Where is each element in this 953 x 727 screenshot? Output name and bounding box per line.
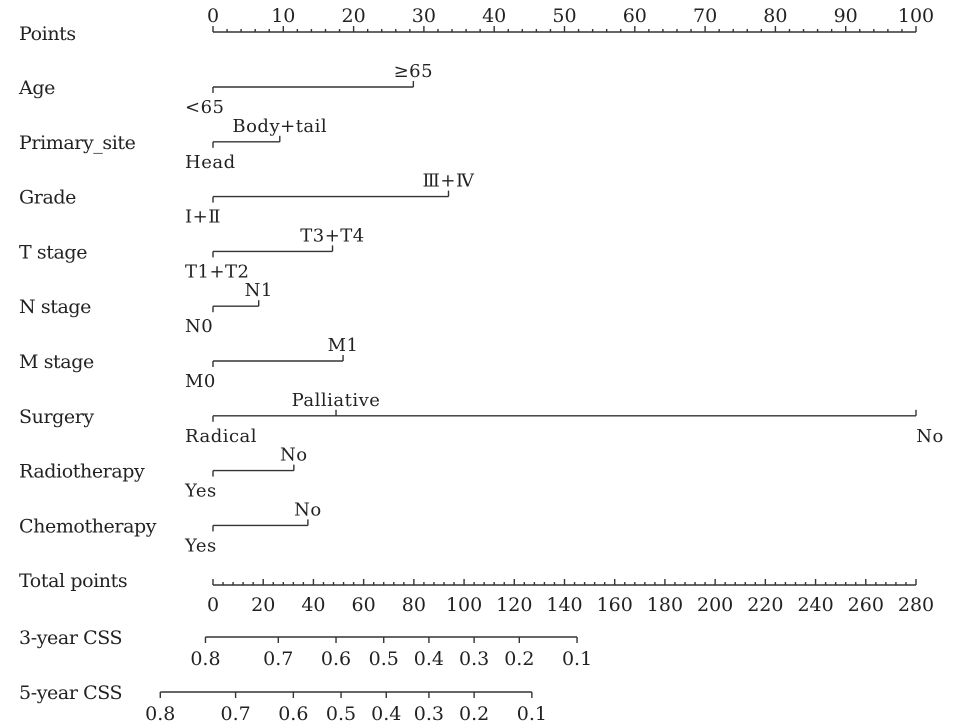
age-row-label: Age — [19, 77, 55, 99]
5-year-css-tick-label: 0.2 — [459, 703, 490, 725]
total-points-tick-label: 160 — [596, 594, 633, 616]
total-points-tick-label: 0 — [206, 594, 220, 616]
5-year-css-tick-label: 0.3 — [413, 703, 445, 725]
total-points-tick-label: 100 — [445, 594, 483, 616]
points-tick-label: 0 — [206, 5, 220, 27]
3-year-css-tick-label: 0.7 — [263, 648, 294, 670]
3-year-css-tick-label: 0.8 — [190, 648, 221, 670]
t-stage-level-t3-t4: T3+T4 — [300, 225, 365, 247]
5-year-css-tick-label: 0.7 — [220, 703, 251, 725]
5-year-css-tick-label: 0.5 — [325, 703, 357, 725]
chemotherapy-row-label: Chemotherapy — [19, 515, 157, 538]
3-year-css-tick-label: 0.6 — [320, 648, 352, 670]
total-points-tick-label: 80 — [401, 594, 426, 616]
chemotherapy-level-yes: Yes — [185, 535, 217, 557]
n-stage-level-n0: N0 — [185, 316, 214, 338]
3-year-css-row-label: 3-year CSS — [19, 627, 123, 649]
5-year-css-row-label: 5-year CSS — [19, 682, 123, 704]
3-year-css-tick-label: 0.2 — [504, 648, 535, 670]
points-tick-label: 20 — [341, 5, 366, 27]
n-stage-level-n1: N1 — [244, 280, 273, 302]
points-tick-label: 30 — [411, 5, 436, 27]
radiotherapy-row-label: Radiotherapy — [19, 460, 145, 483]
total-points-row-label: Total points — [19, 570, 128, 592]
age-level--65: <65 — [185, 97, 225, 118]
t-stage-row-label: T stage — [19, 241, 88, 264]
points-tick-label: 90 — [833, 5, 858, 27]
total-points-tick-label: 60 — [351, 594, 376, 616]
radiotherapy-level-yes: Yes — [185, 480, 217, 502]
grade-level--: Ⅲ+Ⅳ — [422, 170, 475, 192]
radiotherapy-level-no: No — [280, 444, 308, 466]
m-stage-level-m0: M0 — [185, 371, 216, 392]
primary-site-level-body-tail: Body+tail — [232, 115, 328, 137]
total-points-tick-label: 220 — [747, 594, 784, 616]
3-year-css-tick-label: 0.4 — [413, 648, 445, 670]
total-points-tick-label: 200 — [697, 594, 734, 616]
3-year-css-tick-label: 0.3 — [459, 648, 490, 670]
points-row-label: Points — [19, 23, 76, 45]
total-points-tick-label: 180 — [646, 594, 684, 616]
m-stage-level-m1: M1 — [327, 335, 359, 356]
total-points-tick-label: 140 — [546, 594, 583, 616]
5-year-css-tick-label: 0.8 — [145, 703, 176, 725]
points-tick-label: 10 — [271, 5, 296, 27]
surgery-level-no: No — [916, 425, 944, 447]
total-points-tick-label: 120 — [496, 594, 533, 616]
surgery-row-label: Surgery — [19, 405, 94, 428]
n-stage-row-label: N stage — [19, 296, 91, 319]
total-points-tick-label: 280 — [897, 594, 935, 616]
grade-level--: Ⅰ+Ⅱ — [185, 206, 221, 228]
points-tick-label: 100 — [897, 5, 935, 27]
surgery-level-palliative: Palliative — [291, 389, 381, 411]
age-level--65: ≥65 — [393, 61, 434, 82]
total-points-tick-label: 240 — [797, 594, 834, 616]
surgery-level-radical: Radical — [185, 425, 258, 447]
5-year-css-tick-label: 0.4 — [371, 703, 402, 725]
3-year-css-tick-label: 0.5 — [368, 648, 399, 670]
primary-site-level-head: Head — [185, 151, 236, 173]
points-tick-label: 80 — [763, 5, 788, 27]
total-points-tick-label: 40 — [301, 594, 326, 616]
points-tick-label: 40 — [482, 5, 507, 27]
points-tick-label: 70 — [693, 5, 718, 27]
3-year-css-tick-label: 0.1 — [561, 648, 593, 670]
t-stage-level-t1-t2: T1+T2 — [185, 261, 250, 283]
points-tick-label: 50 — [552, 5, 577, 27]
5-year-css-tick-label: 0.6 — [278, 703, 309, 725]
primary-site-row-label: Primary_site — [19, 131, 136, 154]
total-points-tick-label: 20 — [251, 594, 276, 616]
5-year-css-tick-label: 0.1 — [516, 703, 547, 725]
grade-row-label: Grade — [19, 186, 76, 209]
total-points-tick-label: 260 — [847, 594, 884, 616]
m-stage-row-label: M stage — [19, 351, 94, 373]
points-tick-label: 60 — [622, 5, 647, 27]
chemotherapy-level-no: No — [294, 499, 322, 521]
